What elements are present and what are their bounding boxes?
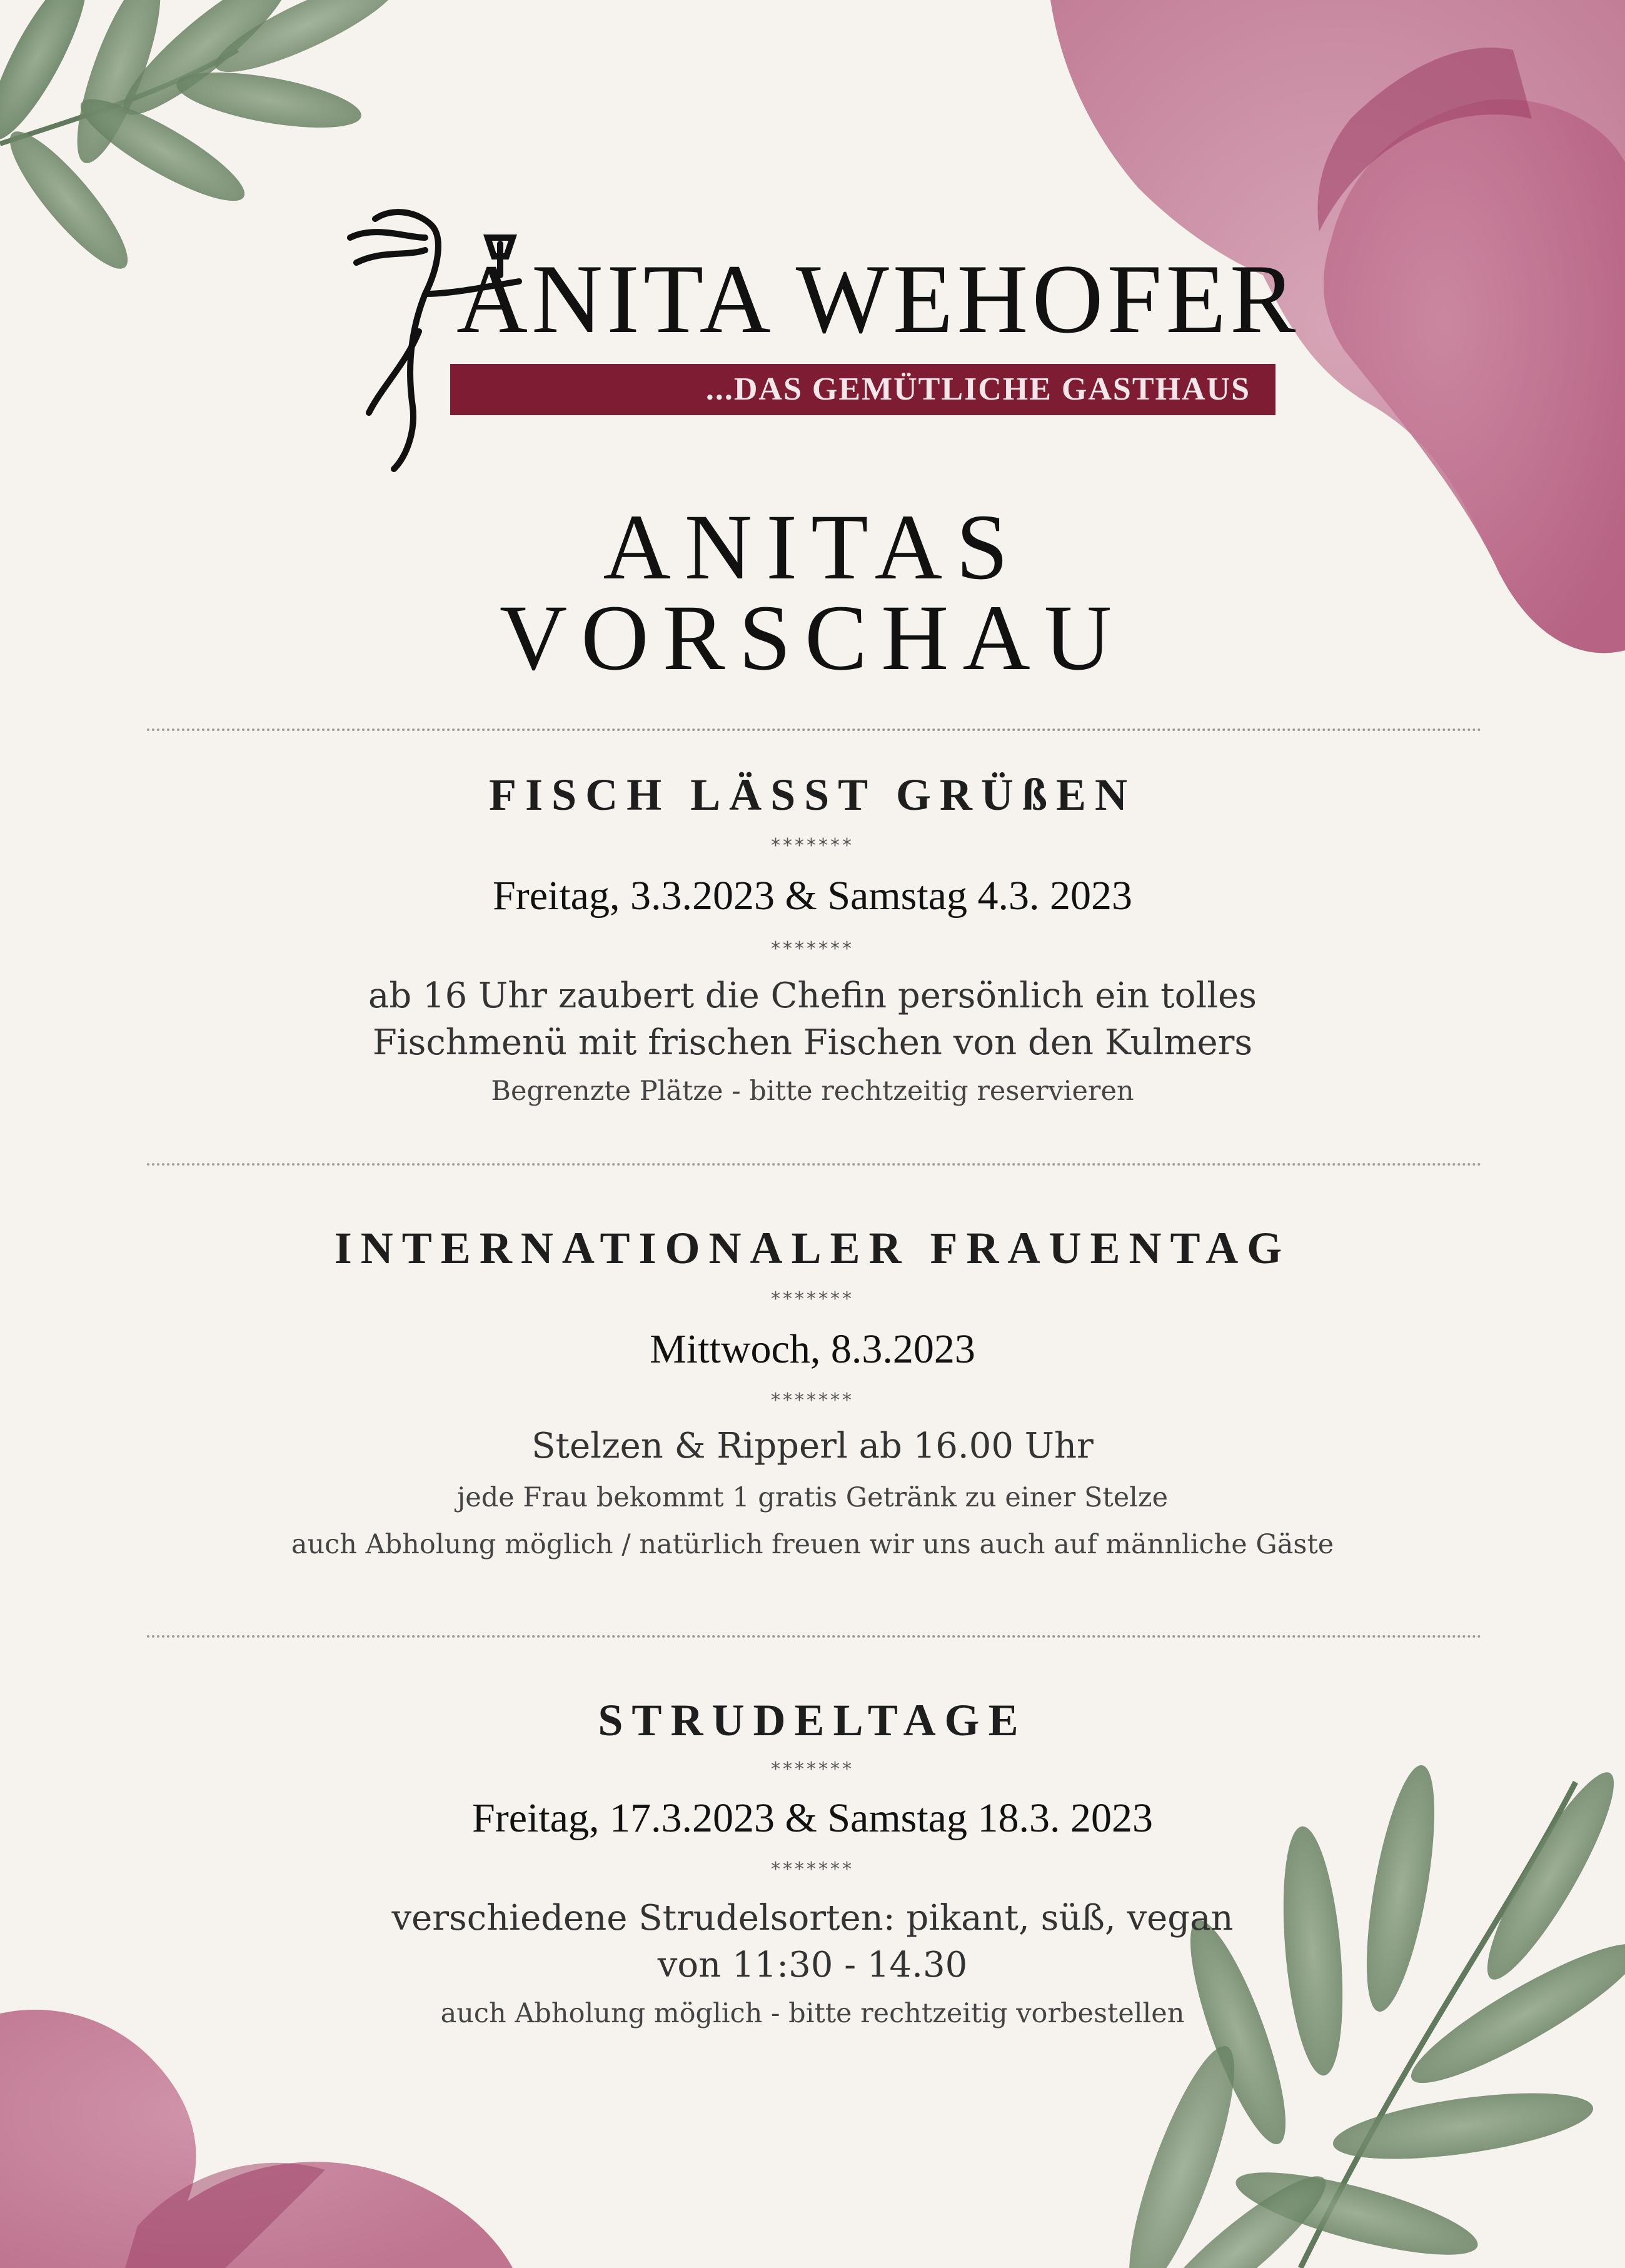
stars-separator: ******* — [771, 1389, 854, 1411]
event-note: Begrenzte Plätze - bitte rechtzeitig reservieren — [491, 1076, 1134, 1107]
stars-separator: ******* — [771, 1288, 854, 1310]
stars-separator: ******* — [771, 938, 854, 960]
logo-tagline: ...DAS GEMÜTLICHE GASTHAUS — [705, 371, 1250, 407]
page-title-line1: ANITAS — [603, 495, 1022, 599]
event-note: auch Abholung möglich / natürlich freuen wir uns auch auf männliche Gäste — [291, 1529, 1334, 1560]
page-title-line2: VORSCHAU — [499, 586, 1126, 690]
section-title: FISCH LÄSST GRÜßEN — [489, 770, 1136, 820]
section-divider — [147, 1163, 1482, 1166]
restaurant-logo — [338, 200, 1300, 475]
event-date: Freitag, 17.3.2023 & Samstag 18.3. 2023 — [472, 1795, 1153, 1841]
stars-separator: ******* — [771, 1858, 854, 1880]
section-divider — [147, 728, 1482, 731]
event-description-line: Fischmenü mit frischen Fischen von den Kulmers — [372, 1022, 1253, 1063]
section-title: INTERNATIONALER FRAUENTAG — [334, 1223, 1291, 1273]
event-note: auch Abholung möglich - bitte rechtzeitig vorbestellen — [440, 1998, 1185, 2029]
event-description-line: von 11:30 - 14.30 — [657, 1945, 968, 1985]
stars-separator: ******* — [771, 1758, 854, 1780]
event-note: jede Frau bekommt 1 gratis Getränk zu einer Stelze — [456, 1482, 1169, 1513]
section-divider — [147, 1635, 1482, 1638]
tagline-bar — [450, 364, 1275, 415]
event-date: Freitag, 3.3.2023 & Samstag 4.3. 2023 — [493, 873, 1132, 919]
event-description-line: verschiedene Strudelsorten: pikant, süß, vegan — [391, 1898, 1234, 1938]
logo-name: ANITA WEHOFER — [456, 244, 1300, 354]
event-description-line: Stelzen & Ripperl ab 16.00 Uhr — [531, 1426, 1094, 1466]
event-description-line: ab 16 Uhr zaubert die Chefin persönlich ein tolles — [368, 975, 1257, 1016]
event-date: Mittwoch, 8.3.2023 — [650, 1326, 975, 1372]
stars-separator: ******* — [771, 835, 854, 857]
section-title: STRUDELTAGE — [598, 1695, 1027, 1745]
watercolor-bottom-left — [0, 2010, 513, 2268]
